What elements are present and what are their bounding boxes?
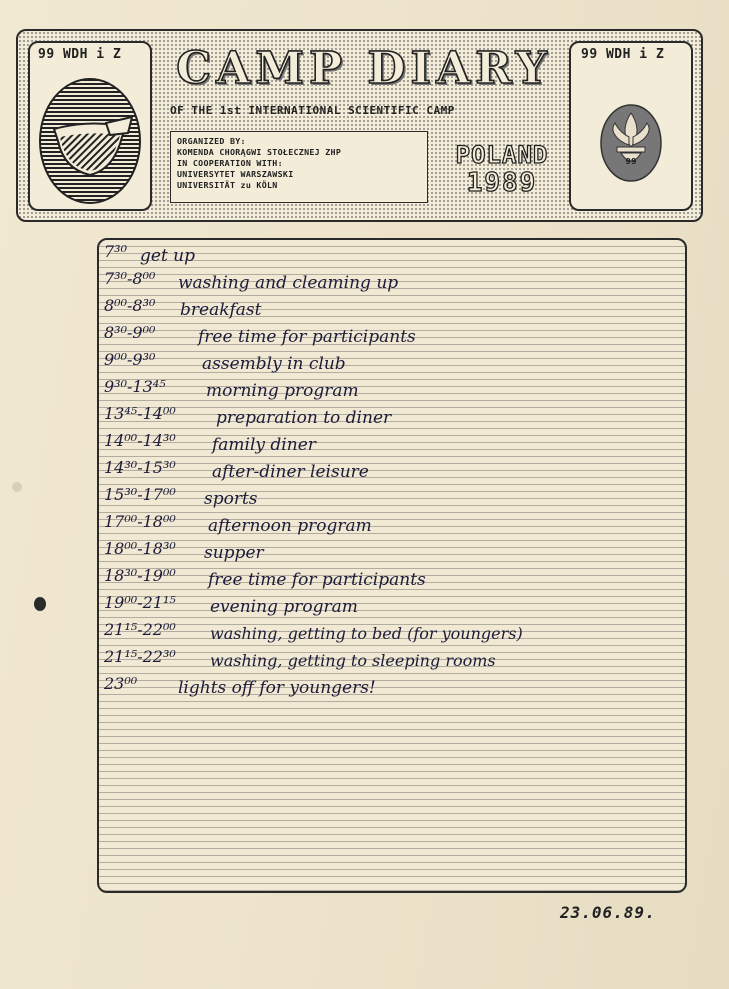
schedule-row xyxy=(104,323,416,350)
left-crest-box xyxy=(28,41,152,211)
schedule-time: 14³⁰-15³⁰ xyxy=(104,458,176,477)
schedule-row xyxy=(104,458,369,485)
schedule-activity: washing, getting to bed (for youngers) xyxy=(210,624,523,643)
schedule-time: 23⁰⁰ xyxy=(104,674,138,693)
right-troop-tag: 99 WDH i Z xyxy=(581,47,665,62)
organizer-line: IN COOPERATION WITH: xyxy=(177,158,283,168)
schedule-time: 17⁰⁰-18⁰⁰ xyxy=(104,512,176,531)
schedule-activity: lights off for youngers! xyxy=(178,678,376,698)
organizers-box xyxy=(170,131,428,203)
schedule-row xyxy=(104,539,264,566)
scout-lily-emblem-icon xyxy=(577,71,685,205)
striped-globe-icon xyxy=(36,71,144,205)
camp-subtitle: OF THE 1st INTERNATIONAL SCIENTIFIC CAMP xyxy=(170,104,455,117)
schedule-row xyxy=(104,485,258,512)
schedule-activity: family diner xyxy=(212,435,316,455)
schedule-row xyxy=(104,512,372,539)
camp-diary-title: CAMP DIARY xyxy=(176,43,552,94)
schedule-row xyxy=(104,566,426,593)
schedule-time: 7³⁰ xyxy=(104,242,128,261)
schedule-row xyxy=(104,350,346,377)
camp-diary-header xyxy=(16,29,703,222)
organizer-line: ORGANIZED BY: xyxy=(177,136,246,146)
daily-schedule xyxy=(104,242,523,701)
schedule-time: 19⁰⁰-21¹⁵ xyxy=(104,593,176,612)
organizer-line: UNIVERSYTET WARSZAWSKI xyxy=(177,169,294,179)
schedule-row xyxy=(104,620,523,647)
schedule-activity: washing, getting to sleeping rooms xyxy=(210,651,496,670)
country-label: POLAND xyxy=(455,141,549,169)
schedule-row xyxy=(104,647,496,674)
schedule-activity: sports xyxy=(204,489,258,509)
schedule-time: 9³⁰-13⁴⁵ xyxy=(104,377,166,396)
schedule-time: 18⁰⁰-18³⁰ xyxy=(104,539,176,558)
schedule-time: 18³⁰-19⁰⁰ xyxy=(104,566,176,585)
schedule-activity: free time for participants xyxy=(208,570,426,590)
schedule-activity: evening program xyxy=(210,597,358,617)
schedule-time: 15³⁰-17⁰⁰ xyxy=(104,485,176,504)
schedule-time: 14⁰⁰-14³⁰ xyxy=(104,431,176,450)
schedule-row xyxy=(104,296,262,323)
schedule-activity: free time for participants xyxy=(198,327,416,347)
schedule-activity: after-diner leisure xyxy=(212,462,369,482)
schedule-activity: supper xyxy=(204,543,264,563)
right-crest-box xyxy=(569,41,693,211)
schedule-time: 8⁰⁰-8³⁰ xyxy=(104,296,156,315)
left-troop-tag: 99 WDH i Z xyxy=(38,47,122,62)
schedule-activity: get up xyxy=(140,246,196,266)
schedule-time: 8³⁰-9⁰⁰ xyxy=(104,323,156,342)
schedule-activity: afternoon program xyxy=(208,516,372,536)
schedule-time: 9⁰⁰-9³⁰ xyxy=(104,350,156,369)
diary-date: 23.06.89. xyxy=(560,903,656,922)
schedule-time: 13⁴⁵-14⁰⁰ xyxy=(104,404,176,423)
schedule-time: 21¹⁵-22⁰⁰ xyxy=(104,620,176,639)
schedule-activity: assembly in club xyxy=(202,354,346,374)
schedule-row xyxy=(104,404,392,431)
schedule-time: 21¹⁵-22³⁰ xyxy=(104,647,176,666)
punch-hole xyxy=(34,597,46,611)
year-label: 1989 xyxy=(466,168,538,198)
organizer-line: KOMENDA CHORĄGWI STOŁECZNEJ ZHP xyxy=(177,147,342,157)
schedule-activity: preparation to diner xyxy=(216,408,392,428)
schedule-row xyxy=(104,431,316,458)
punch-hole xyxy=(12,482,22,492)
emblem-number: 99 xyxy=(625,157,637,166)
schedule-row xyxy=(104,674,376,701)
schedule-row xyxy=(104,242,196,269)
schedule-activity: washing and cleaming up xyxy=(178,273,399,293)
organizer-line: UNIVERSITÄT zu KÖLN xyxy=(177,180,278,190)
schedule-row xyxy=(104,377,359,404)
location-year xyxy=(442,141,562,197)
schedule-row xyxy=(104,593,358,620)
schedule-activity: breakfast xyxy=(180,300,262,320)
schedule-time: 7³⁰-8⁰⁰ xyxy=(104,269,156,288)
schedule-row xyxy=(104,269,399,296)
schedule-activity: morning program xyxy=(206,381,359,401)
